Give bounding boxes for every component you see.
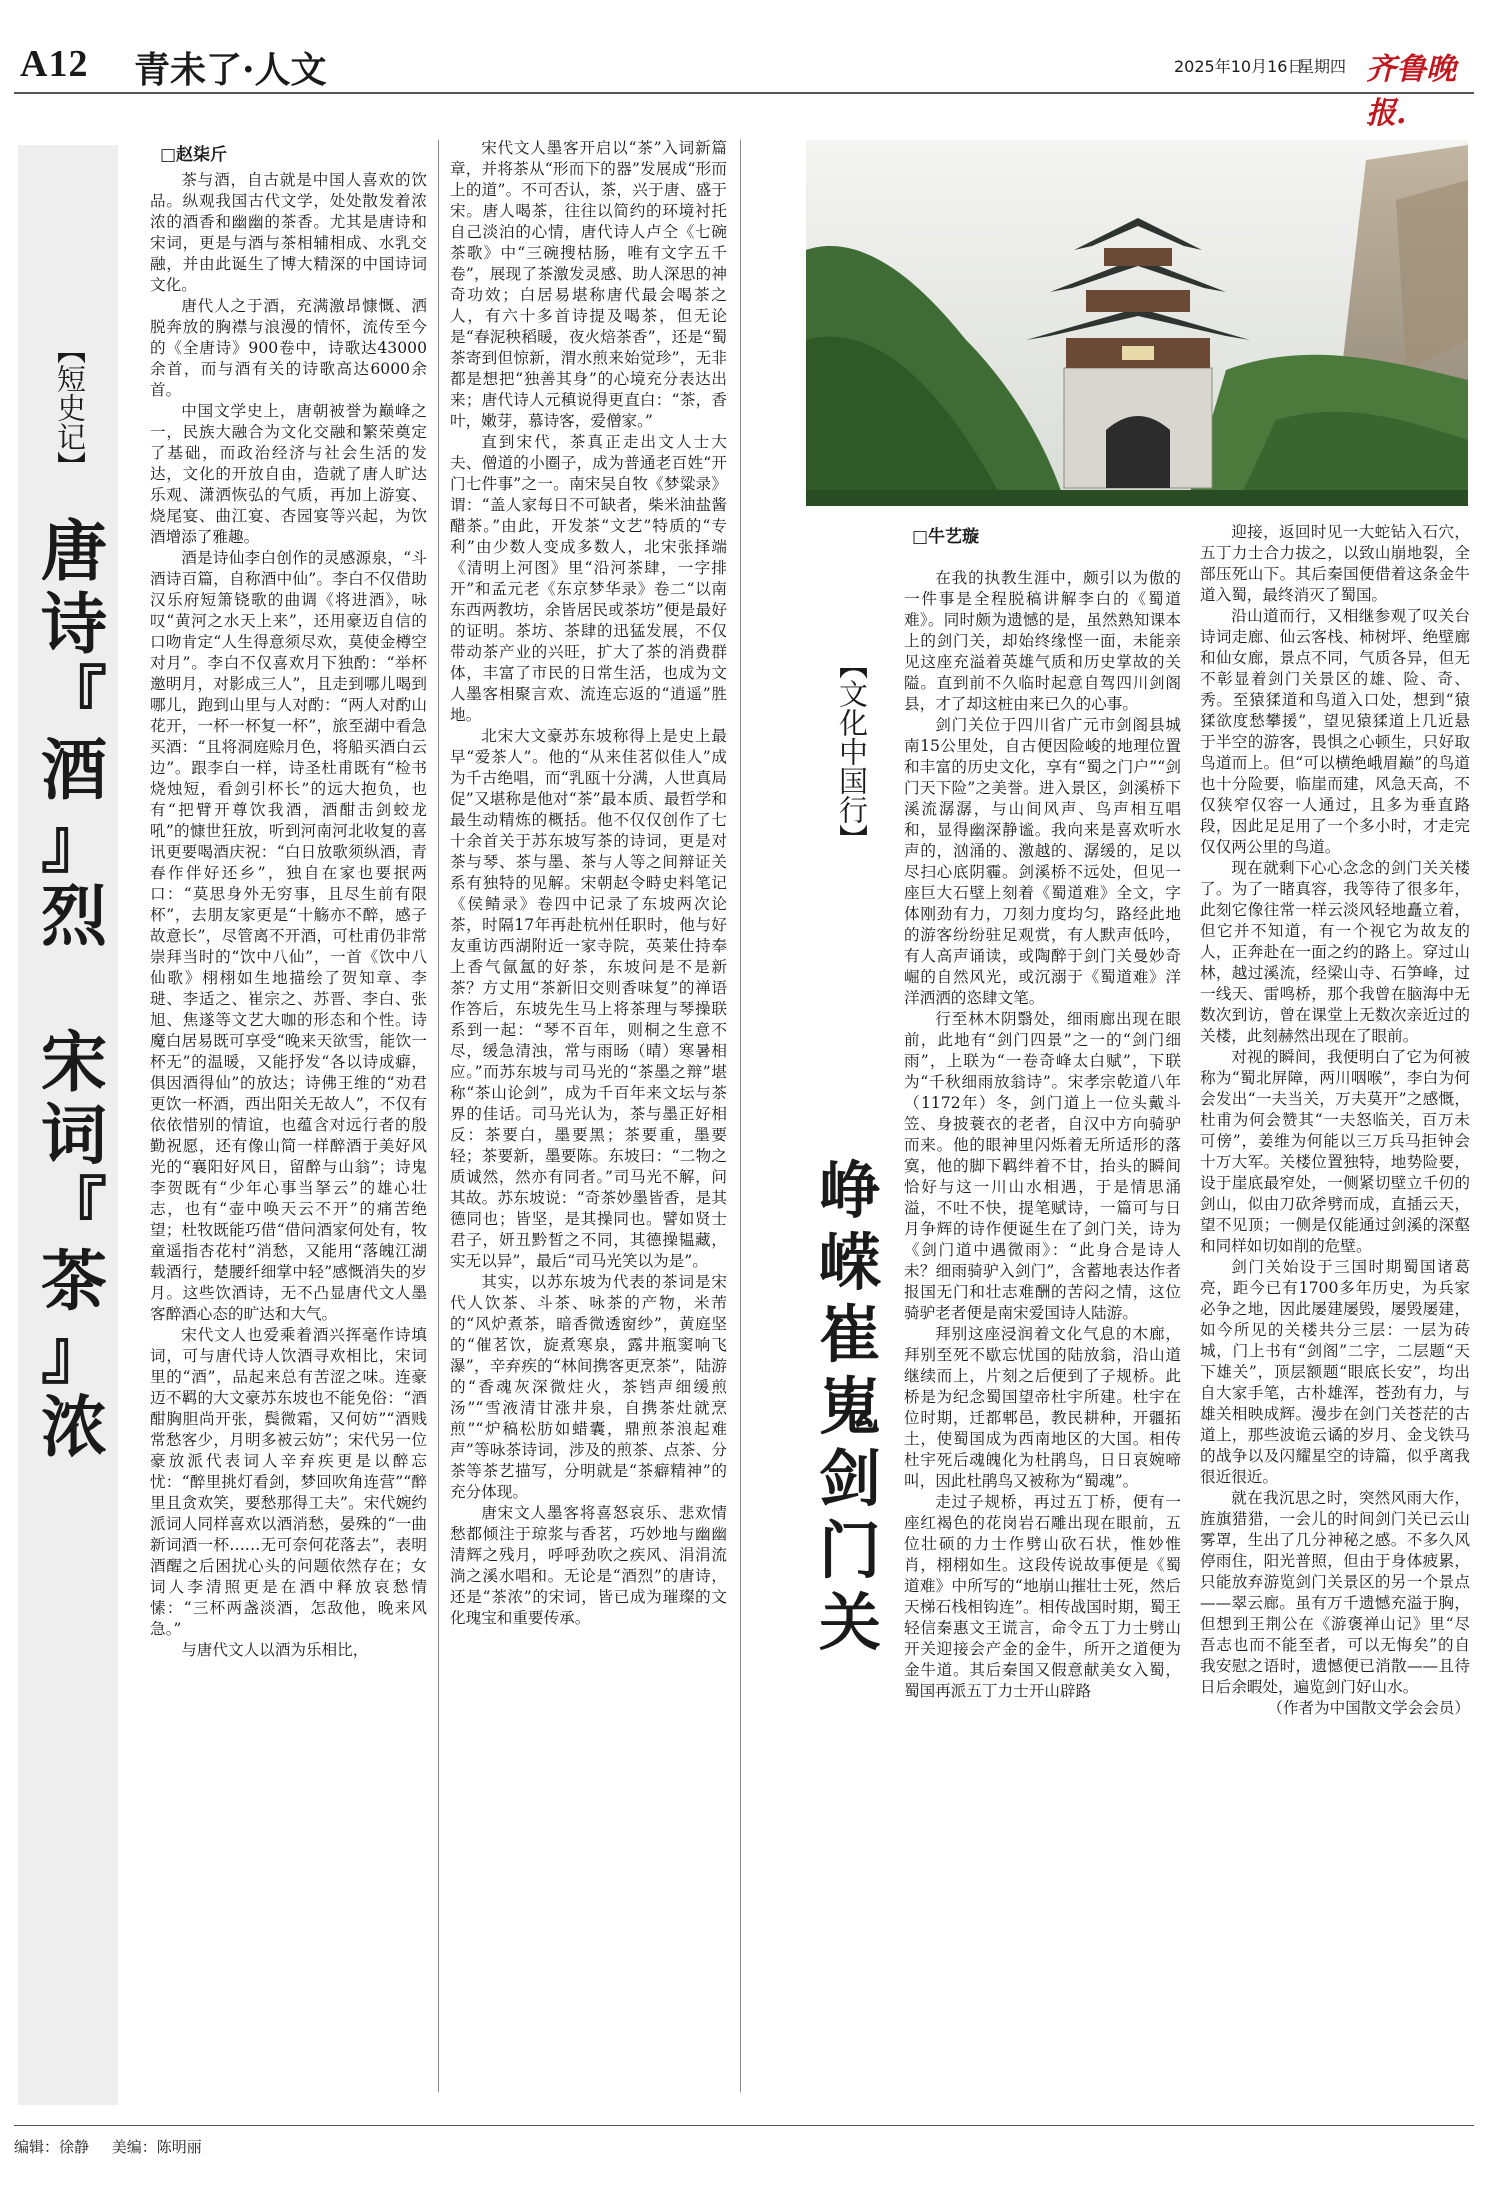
title-char: 崔 xyxy=(818,1298,881,1371)
column-divider xyxy=(438,140,439,2092)
title-char: 『 xyxy=(41,1169,107,1247)
paragraph: 现在就剩下心心念念的剑门关关楼了。为了一睹真容，我等待了很多年，此刻它像往常一样云淡风轻地矗立着，但它并不知道，有一个视它为故友的人，正奔赴在一面之约的路上。穿过山林，越过溪流，经梁山寺、石笋峰，过一线天、雷鸣桥，那个我曾在脑海中无数次到访，曾在课堂上无数次亲近过的关楼，此刻赫然出现在了眼前。 xyxy=(1200,859,1470,1045)
article2-column-1 xyxy=(904,568,1181,2088)
paragraph: 中国文学史上，唐朝被誉为巅峰之一，民族大融合为文化交融和繁荣奠定了基础，而政治经济与社会生活的发达，文化的开放自由，造就了唐人旷达乐观、潇洒恢弘的气质，再加上游宴、烧尾宴、曲江宴、杏园宴等兴起，为饮酒增添了雅趣。 xyxy=(150,402,427,546)
issue-date: 2025年10月16日 xyxy=(1174,57,1304,76)
article1-column-1 xyxy=(150,170,427,2090)
title-char: 』 xyxy=(41,804,107,882)
title-char: 浓 xyxy=(41,1388,107,1466)
title-char: 嵘 xyxy=(818,1226,881,1299)
title-char: 酒 xyxy=(41,731,107,809)
article1-title xyxy=(34,512,114,1466)
paragraph: 剑门关始设于三国时期蜀国诸葛亮，距今已有1700多年历史，为兵家必争之地，因此屡建屡毁，屡毁屡建，如今所见的关楼共分三层：一层为砖城，门上书有“剑阁”二字，二层题“天下雄关”，顶层额题“眼底长安”，均出自大家手笔，古朴雄浑，苍劲有力，与雄关相映成辉。漫步在剑门关苍茫的古道上，那些波诡云谲的岁月、金戈铁马的战争以及闪耀星空的诗篇，似乎离我很近很近。 xyxy=(1200,1258,1470,1486)
paragraph: 宋代文人也爱乘着酒兴挥毫作诗填词，可与唐代诗人饮酒寻欢相比，宋词里的“酒”，品起来总有苦涩之味。连豪迈不羁的大文豪苏东坡也不能免俗：“酒酣胸胆尚开张，鬓微霜，又何妨”“酒贱常愁客少，月明多被云妨”；宋代另一位豪放派代表词人辛弃疾更是以醉忘忧：“醉里挑灯看剑，梦回吹角连营”“醉里且贪欢笑，要愁那得工夫”。宋代婉约派词人同样喜欢以酒消愁，晏殊的“一曲新词酒一杯……无可奈何花落去”，表明酒醒之后困扰心头的问题依然存在；女词人李清照更是在酒中释放哀愁情愫：“三杯两盏淡酒，怎敌他，晚来风急。” xyxy=(150,1326,427,1638)
paragraph: 沿山道而行，又相继参观了叹关台诗词走廊、仙云客栈、柿树坪、绝壁廊和仙女廊，景点不同，气质各异，但无不彰显着剑门关景区的雄、险、奇、秀。至猿猱道和鸟道入口处，想到“猿猱欲度愁攀援”，望见猿猱道上几近悬于半空的游客，畏惧之心顿生，只好取鸟道而上。但“可以横绝峨眉巅”的鸟道也十分险要，临崖而建，风急天高，不仅狭窄仅容一人通过，且多为垂直路段，因此足足用了一个多小时，才走完仅仅两公里的鸟道。 xyxy=(1200,607,1470,856)
paragraph: 宋代文人墨客开启以“茶”入词新篇章，并将茶从“形而下的器”发展成“形而上的道”。不可否认，茶，兴于唐、盛于宋。唐人喝茶，往往以简约的环境衬托自己淡泊的心情，唐代诗人卢仝《七碗茶歌》中“三碗搜枯肠，唯有文字五千卷”，展现了茶激发灵感、助人深思的神奇功效；白居易堪称唐代最会喝茶之人，有六十多首诗提及喝茶，但无论是“春泥秧稻暖，夜火焙茶香”，还是“蜀茶寄到但惊新，渭水煎来始觉珍”，无非都是想把“独善其身”的心境充分表达出来；唐代诗人元稹说得更直白：“茶，香叶，嫩芽，慕诗客，爱僧家。” xyxy=(450,139,727,430)
paragraph: 与唐代文人以酒为乐相比， xyxy=(181,1641,369,1659)
title-char: 峥 xyxy=(818,1154,881,1227)
title-char: 诗 xyxy=(41,585,107,663)
paragraph: 剑门关位于四川省广元市剑阁县城南15公里处，自古便因险峻的地理位置和丰富的历史文化，享有“蜀之门户”“剑门天下险”之美誉。进入景区，剑溪桥下溪流潺潺，与山间风声、鸟声相互唱和，显得幽深静谧。我向来是喜欢听水声的，汹涌的、激越的、潺缓的，足以尽扫心底阴霾。剑溪桥不远处，但见一座巨大石壁上刻着《蜀道难》全文，字体刚劲有力，刀刻力度均匀，路经此地的游客纷纷驻足观赏，有人默声低吟，有人高声诵读，或陶醉于剑门关曼妙奇崛的自然风光，或沉溺于《蜀道难》洋洋洒洒的恣肆文笔。 xyxy=(904,716,1181,1007)
column-tag-short-history: 【短史记】 xyxy=(53,335,87,480)
title-char: 烈 xyxy=(41,877,107,955)
column-divider xyxy=(740,140,741,2092)
paragraph: 酒是诗仙李白创作的灵感源泉，“斗酒诗百篇，自称酒中仙”。李白不仅借助汉乐府短箫铙歌的曲调《将进酒》，咏叹“黄河之水天上来”，还用豪迈自信的口吻肯定“人生得意须尽欢，莫使金樽空对月”。李白不仅喜欢月下独酌：“举杯邀明月，对影成三人”，且走到哪儿喝到哪儿，跑到山里与人对酌：“两人对酌山花开，一杯一杯复一杯”，旅至湖中看急买酒：“且将洞庭赊月色，将船买酒白云边”。跟李白一样，诗圣杜甫既有“检书烧烛短，看剑引杯长”的远大抱负，也有“把臂开尊饮我酒，酒酣击剑蛟龙吼”的慷世狂放，听到河南河北收复的喜讯更要喝酒庆祝：“白日放歌须纵酒，青春作伴好还乡”，独自在家也要抿两口：“莫思身外无穷事，且尽生前有限杯”，去朋友家更是“十觞亦不醉，感子故意长”，尽管离不开酒，可杜甫仍非常崇拜当时的“饮中八仙”，一首《饮中八仙歌》栩栩如生地描绘了贺知章、李琎、李适之、崔宗之、苏晋、李白、张旭、焦遂等文艺大咖的形态和个性。诗魔白居易既可享受“晚来天欲雪，能饮一杯无”的温暖，又能抒发“各以诗成癖，俱因酒得仙”的放达；诗佛王维的“劝君更饮一杯酒，西出阳关无故人”，不仅有依依惜别的情谊，也蕴含对远行者的殷勤祝愿，还有像山简一样醉酒于美好风光的“襄阳好风日，留醉与山翁”；诗鬼李贺既有“少年心事当拏云”的雄心壮志，也有“壶中唤天云不开”的痛苦绝望；杜牧既能巧借“借问酒家何处有，牧童遥指杏花村”消愁，又能用“落魄江湖载酒行，楚腰纤细掌中轻”感慨消失的岁月。这些饮酒诗，无不凸显唐代文人墨客醉酒心态的旷达和大气。 xyxy=(150,549,427,1323)
paragraph: 唐宋文人墨客将喜怒哀乐、悲欢情愁都倾注于琼浆与香茗，巧妙地与幽幽清辉之残月，呼呼劲吹之疾风、涓涓流淌之溪水唱和。无论是“酒烈”的唐诗，还是“茶浓”的宋词，皆已成为璀璨的文化瑰宝和重要传承。 xyxy=(450,1504,727,1627)
paragraph: 直到宋代，茶真正走出文人士大夫、僧道的小圈子，成为普通老百姓“开门七件事”之一。南宋吴自牧《梦粱录》谓：“盖人家每日不可缺者，柴米油盐酱醋茶。”由此，开发茶“文艺”特质的“专利”由少数人变成多数人，北宋张择端《清明上河图》里“沿河茶肆，一字排开”和孟元老《东京梦华录》卷二“以南东西两教坊，余皆居民或茶坊”便是最好的证明。茶坊、茶肆的迅猛发展，不仅带动茶产业的兴旺，扩大了茶的消费群体，丰富了市民的日常生活，也成为文人墨客相聚言欢、流连忘返的“逍遥”胜地。 xyxy=(450,433,727,724)
title-char: 嵬 xyxy=(818,1370,881,1443)
paragraph: 就在我沉思之时，突然风雨大作，旌旗猎猎，一会儿的时间剑门关已云山雾罩，生出了几分神秘之感。不多久风停雨住，阳光普照，但由于身体疲累，只能放弃游览剑门关景区的另一个景点——翠云廊。虽有万千遗憾充溢于胸，但想到王荆公在《游褒禅山记》里“尽吾志也而不能至者，可以无悔矣”的自我安慰之语时，遗憾便已消散——且待日后余暇处，遍览剑门好山水。 xyxy=(1200,1489,1470,1696)
paragraph: 拜别这座浸润着文化气息的木廊，拜别至死不歇忘忧国的陆放翁，沿山道继续而上，片刻之后便到了子规桥。此桥是为纪念蜀国望帝杜宇所建。杜宇在位时期，迁都郫邑，教民耕种，开疆拓土，使蜀国成为西南地区的大国。相传杜宇死后魂魄化为杜鹃鸟，日日哀婉啼叫，因此杜鹃鸟又被称为“蜀魂”。 xyxy=(904,1325,1181,1490)
newspaper-logo: 齐鲁晚报. xyxy=(1366,52,1456,131)
title-char: 』 xyxy=(41,1315,107,1393)
paragraph: 行至林木阴翳处，细雨廊出现在眼前，此地有“剑门四景”之一的“剑门细雨”，上联为“一卷奇峰太白赋”，下联为“千秋细雨放翁诗”。宋孝宗乾道八年（1172年）冬，剑门道上一位头戴斗笠、身披蓑衣的老者，自汉中方向骑驴而来。他的眼神里闪烁着无所适形的落寞，他的脚下羁绊着不甘，抬头的瞬间恰好与这一川山水相遇，于是情思涌溢，不吐不快，提笔赋诗，一篇可与日月争辉的诗作便诞生在了剑门关，诗为《剑门道中遇微雨》：“此身合是诗人未？细雨骑驴入剑门”，含蓄地表达作者报国无门和壮志难酬的苦闷之情，这位骑驴老者便是南宋爱国诗人陆游。 xyxy=(904,1010,1181,1322)
title-char: 门 xyxy=(818,1514,881,1587)
page-footer xyxy=(14,2125,1474,2157)
editor-credit: 编辑：徐静 xyxy=(14,2138,90,2156)
article1-column-2 xyxy=(450,138,727,2090)
title-char: 唐 xyxy=(41,512,107,590)
paragraph: 唐代人之于酒，充满激昂慷慨、洒脱奔放的胸襟与浪漫的情怀，流传至今的《全唐诗》900卷中，诗歌达43000余首，而与酒有关的诗歌高达6000余首。 xyxy=(150,297,427,399)
title-char: 宋 xyxy=(41,1023,107,1101)
jianmen-pass-photo xyxy=(806,140,1468,506)
paragraph: 北宋大文豪苏东坡称得上是史上最早“爱茶人”。他的“从来佳茗似佳人”成为千古绝唱，而“乳瓯十分满，人世真局促”又堪称是他对“茶”最本质、最哲学和最生动精炼的概括。他不仅仅创作了七十余首关于苏东坡写茶的诗词，更是对茶与琴、茶与墨、茶与人等之间辩证关系有独特的见解。宋朝赵令畤史料笔记《侯鲭录》卷四中记录了东坡两次论茶，时隔17年再赴杭州任职时，他与好友重访西湖附近一家寺院，英莱仕持奉上香气氤氲的好茶，东坡问是不是新茶？方丈用“茶新旧交则香味复”的禅语作答后，东坡先生马上将茶理与琴操联系到一起：“琴不百年，则桐之生意不尽，缓急清浊，常与雨旸（晴）寒暑相应。”而苏东坡与司马光的“茶墨之辩”堪称“茶山论剑”，成为千百年来文坛与茶界的佳话。司马光认为，茶与墨正好相反：茶要白，墨要黑；茶要重，墨要轻；茶要新，墨要陈。东坡曰：“二物之质诚然，然亦有同者。”司马光不解，问其故。苏东坡说：“奇茶妙墨皆香，是其德同也；皆坚，是其操同也。譬如贤士君子，妍丑黔皙之不同，其德操韫藏，实无以异”，最后“司马光笑以为是”。 xyxy=(450,727,727,1270)
paragraph: 在我的执教生涯中，颇引以为傲的一件事是全程脱稿讲解李白的《蜀道难》。同时颇为遗憾的是，虽然熟知课本上的剑门关，却始终缘悭一面，未能亲见这座充溢着英雄气质和历史掌故的关隘。直到前不久临时起意自驾四川剑阁县，才了却这桩由来已久的心事。 xyxy=(904,569,1181,713)
title-char: 茶 xyxy=(41,1242,107,1320)
section-title: 青未了·人文 xyxy=(134,49,327,91)
article2-title xyxy=(812,1155,888,1659)
paragraph: 茶与酒，自古就是中国人喜欢的饮品。纵观我国古代文学，处处散发着浓浓的酒香和幽幽的茶香。尤其是唐诗和宋词，更是与酒与茶相辅相成、水乳交融，并由此诞生了博大精深的中国诗词文化。 xyxy=(150,171,427,294)
article2-column-2 xyxy=(1200,522,1470,2088)
title-char: 关 xyxy=(818,1586,881,1659)
issue-weekday: 星期四 xyxy=(1298,57,1347,76)
title-char: 词 xyxy=(41,1096,107,1174)
article1-author: □赵柒斤 xyxy=(160,145,228,165)
column-tag-culture-china: 【文化中国行】 xyxy=(835,650,869,853)
art-editor-credit: 美编：陈明丽 xyxy=(111,2138,202,2156)
title-char: 『 xyxy=(41,658,107,736)
page-header xyxy=(14,40,1474,131)
title-char xyxy=(34,953,114,1026)
article2-author: □牛艺璇 xyxy=(912,527,980,547)
paragraph: 迎接，返回时见一大蛇钻入石穴，五丁力士合力拔之，以致山崩地裂，全部压死山下。其后秦国便借着这条金牛道入蜀，最终消灭了蜀国。 xyxy=(1200,523,1470,604)
paragraph: 走过子规桥，再过五丁桥，便有一座红褐色的花岗岩石雕出现在眼前，五位壮硕的力士作劈山砍石状，惟妙惟肖，栩栩如生。这段传说故事便是《蜀道难》中所写的“地崩山摧壮士死，然后天梯石栈相钩连”。相传战国时期，蜀王轻信秦惠文王谎言，命令五丁力士劈山开关迎接会产金的金牛，所开之道便为金牛道。其后秦国又假意献美女入蜀，蜀国再派五丁力士开山辟路 xyxy=(904,1493,1181,1700)
paragraph: 其实，以苏东坡为代表的茶词是宋代人饮茶、斗茶、咏茶的产物，米芾的“风炉煮茶，暗香微透窗纱”，黄庭坚的“催茗饮，旋煮寒泉，露井瓶窦响飞瀑”，辛弃疾的“林间携客更烹茶”，陆游的“香魂灰深微炷火，茶铛声细缓煎汤”“雪液清甘涨井泉，自携茶灶就烹煎”“炉稿松肪如蜡囊，鼎煎茶浪起难声”等咏茶诗词，涉及的煎茶、点茶、分茶等茶艺描写，分明就是“茶癖精神”的充分体现。 xyxy=(450,1273,727,1501)
author-credit: （作者为中国散文学会会员） xyxy=(1267,1699,1470,1717)
page-code: A12 xyxy=(20,43,89,85)
title-char: 剑 xyxy=(818,1442,881,1515)
paragraph: 对视的瞬间，我便明白了它为何被称为“蜀北屏障，两川咽喉”，李白为何会发出“一夫当关，万夫莫开”之感慨，杜甫为何会赞其“一夫怒临关，百万未可傍”，姜维为何能以三万兵马拒钟会十万大军。关楼位置独特，地势险要，设于崖底最窄处，一侧紧切壁立千仞的剑山，似由刀砍斧劈而成，直插云天，望不见顶；一侧是仅能通过剑溪的深壑和同样如切如削的危壁。 xyxy=(1200,1048,1470,1255)
